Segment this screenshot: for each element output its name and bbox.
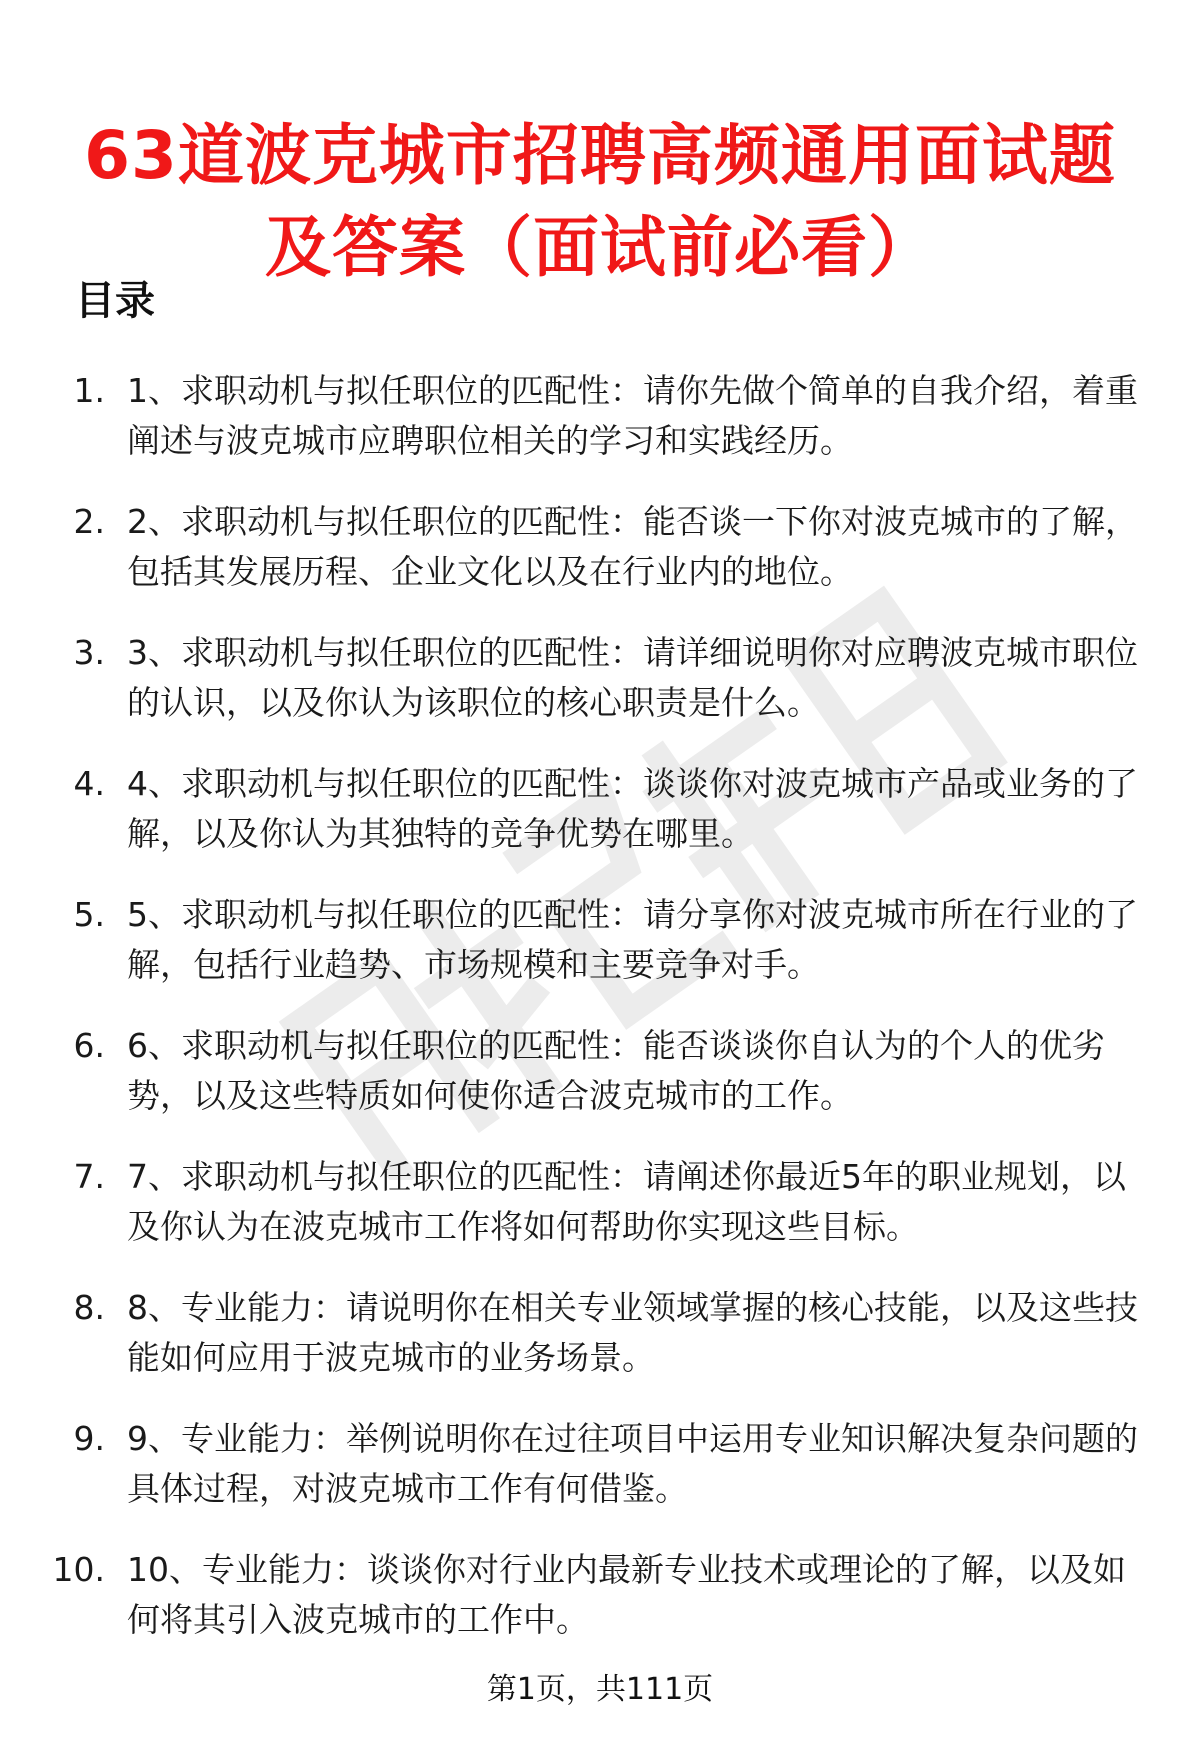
toc-item-number: 6.	[73, 1026, 105, 1065]
toc-item	[0, 759, 1200, 890]
toc-item	[0, 628, 1200, 759]
toc-item-text: 2、求职动机与拟任职位的匹配性：能否谈一下你对波克城市的了解，包括其发展历程、企业文化以及在行业内的地位。	[127, 502, 1138, 591]
toc-item-text: 7、求职动机与拟任职位的匹配性：请阐述你最近5年的职业规划，以及你认为在波克城市工作将如何帮助你实现这些目标。	[127, 1157, 1126, 1246]
toc-item-number: 8.	[73, 1288, 105, 1327]
toc-item	[0, 1414, 1200, 1545]
toc-item-number: 1.	[73, 371, 105, 410]
document-title: 63道波克城市招聘高频通用面试题及答案（面试前必看）	[84, 117, 1116, 287]
toc-item-number: 2.	[73, 502, 105, 541]
toc-item	[0, 1283, 1200, 1414]
toc-item-number: 7.	[73, 1157, 105, 1196]
toc-item	[0, 1545, 1200, 1676]
toc-item	[0, 497, 1200, 628]
toc-item-number: 5.	[73, 895, 105, 934]
toc-item-text: 10、专业能力：谈谈你对行业内最新专业技术或理论的了解，以及如何将其引入波克城市的工作中。	[127, 1550, 1126, 1639]
toc-item	[0, 366, 1200, 497]
page-footer: 第1页，共111页	[486, 1672, 714, 1707]
toc-item-number: 9.	[73, 1419, 105, 1458]
toc-item-text: 8、专业能力：请说明你在相关专业领域掌握的核心技能，以及这些技能如何应用于波克城市的业务场景。	[127, 1288, 1138, 1377]
toc-item-text: 5、求职动机与拟任职位的匹配性：请分享你对波克城市所在行业的了解，包括行业趋势、市场规模和主要竞争对手。	[127, 895, 1138, 984]
toc-item-text: 9、专业能力：举例说明你在过往项目中运用专业知识解决复杂问题的具体过程，对波克城市工作有何借鉴。	[127, 1419, 1138, 1508]
toc-item	[0, 1021, 1200, 1152]
toc-item-number: 10.	[52, 1550, 105, 1589]
toc-item-text: 6、求职动机与拟任职位的匹配性：能否谈谈你自认为的个人的优劣势，以及这些特质如何使你适合波克城市的工作。	[127, 1026, 1105, 1115]
toc-list	[0, 366, 1200, 1676]
toc-item-text: 4、求职动机与拟任职位的匹配性：谈谈你对波克城市产品或业务的了解，以及你认为其独特的竞争优势在哪里。	[127, 764, 1138, 853]
toc-item	[0, 1152, 1200, 1283]
toc-item-number: 4.	[73, 764, 105, 803]
toc-item-number: 3.	[73, 633, 105, 672]
toc-heading: 目录	[75, 278, 155, 324]
toc-item-text: 3、求职动机与拟任职位的匹配性：请详细说明你对应聘波克城市职位的认识，以及你认为该职位的核心职责是什么。	[127, 633, 1138, 722]
toc-item-text: 1、求职动机与拟任职位的匹配性：请你先做个简单的自我介绍，着重阐述与波克城市应聘职位相关的学习和实践经历。	[127, 371, 1138, 460]
toc-item	[0, 890, 1200, 1021]
